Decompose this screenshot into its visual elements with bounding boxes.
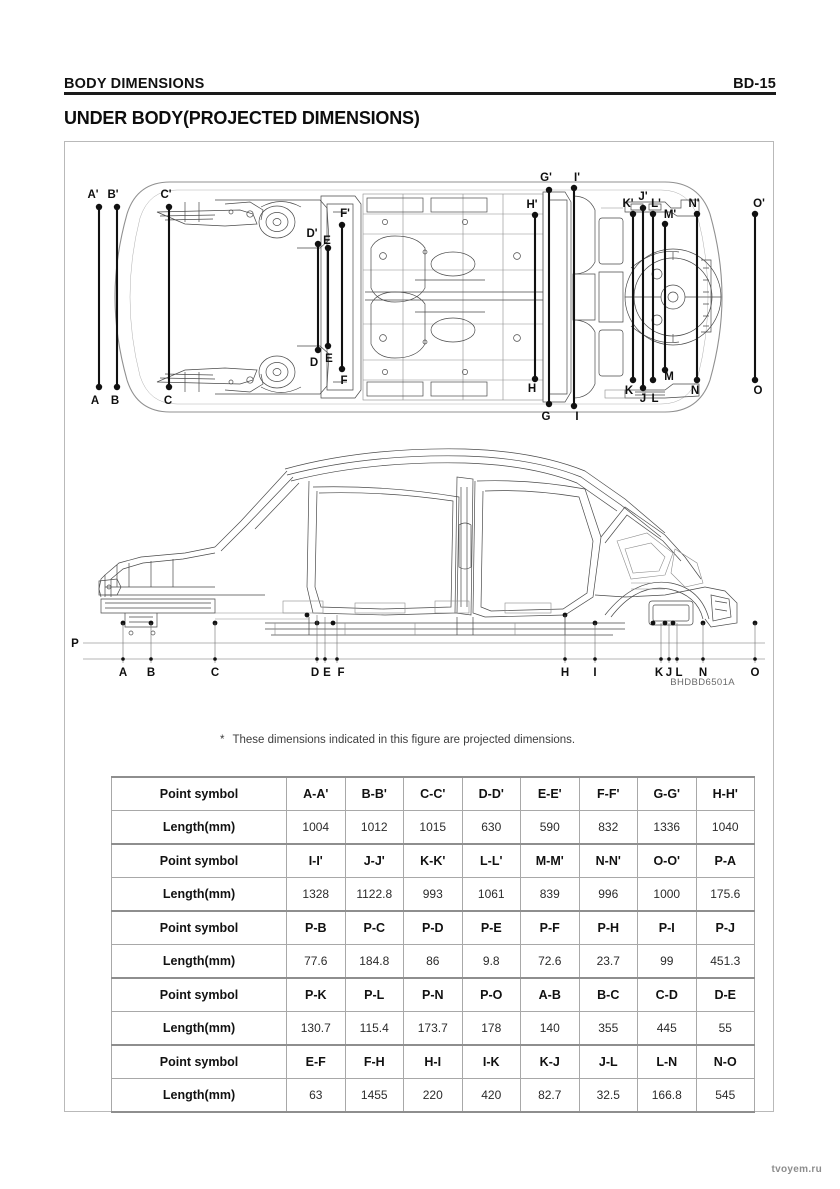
row-label-point-symbol: Point symbol — [112, 1045, 287, 1079]
side-marker-E: E — [323, 667, 331, 679]
length-value-cell: 1012 — [345, 811, 404, 845]
plan-marker-K-prime: K' — [622, 198, 634, 210]
length-value-cell: 590 — [521, 811, 580, 845]
section-title: UNDER BODY(PROJECTED DIMENSIONS) — [64, 108, 420, 128]
point-symbol-cell: A-A' — [287, 777, 346, 811]
row-label-point-symbol: Point symbol — [112, 911, 287, 945]
plan-marker-M-prime: M' — [663, 209, 677, 221]
point-symbol-cell: P-B — [287, 911, 346, 945]
side-marker-F: F — [337, 667, 345, 679]
point-symbol-cell: P-I — [638, 911, 697, 945]
footnote-text: These dimensions indicated in this figure are projected dimensions. — [232, 734, 576, 746]
length-value-cell: 178 — [462, 1012, 521, 1046]
length-value-cell: 1040 — [696, 811, 755, 845]
dim-line-OO — [752, 211, 758, 383]
point-symbol-cell: H-H' — [696, 777, 755, 811]
plan-marker-J: J — [639, 393, 647, 405]
plan-marker-E-top: E — [323, 235, 331, 247]
side-marker-H: H — [560, 667, 570, 679]
point-symbol-cell: D-E — [696, 978, 755, 1012]
length-value-cell: 99 — [638, 945, 697, 979]
row-label-length: Length(mm) — [112, 1012, 287, 1046]
length-value-cell: 184.8 — [345, 945, 404, 979]
point-symbol-cell: P-L — [345, 978, 404, 1012]
plan-marker-H-prime: H' — [526, 199, 538, 211]
point-symbol-cell: P-H — [579, 911, 638, 945]
plan-marker-O-prime: O' — [753, 198, 765, 210]
plan-marker-I-prime: I' — [574, 172, 580, 184]
plan-marker-I: I — [575, 411, 579, 423]
plan-marker-G: G — [541, 411, 551, 423]
dim-line-CC — [166, 204, 172, 390]
row-label-point-symbol: Point symbol — [112, 777, 287, 811]
point-symbol-cell: F-H — [345, 1045, 404, 1079]
point-symbol-cell: P-J — [696, 911, 755, 945]
table-row — [112, 945, 755, 979]
dim-line-HH — [532, 212, 538, 382]
point-symbol-cell: G-G' — [638, 777, 697, 811]
underbody-plan-view — [65, 152, 775, 442]
dim-line-AA — [96, 204, 102, 390]
point-symbol-cell: F-F' — [579, 777, 638, 811]
side-marker-D: D — [310, 667, 320, 679]
plan-marker-J-prime: J' — [638, 191, 648, 203]
point-symbol-cell: C-C' — [404, 777, 463, 811]
figure-frame — [64, 141, 774, 1112]
drawing-code: BHDBD6501A — [670, 677, 735, 688]
row-label-point-symbol: Point symbol — [112, 844, 287, 878]
point-symbol-cell: H-I — [404, 1045, 463, 1079]
plan-marker-N: N — [690, 385, 700, 397]
length-value-cell: 173.7 — [404, 1012, 463, 1046]
length-value-cell: 1336 — [638, 811, 697, 845]
length-value-cell: 420 — [462, 1079, 521, 1113]
point-symbol-cell: J-L — [579, 1045, 638, 1079]
length-value-cell: 1455 — [345, 1079, 404, 1113]
table-row — [112, 811, 755, 845]
side-marker-J: J — [665, 667, 673, 679]
point-symbol-cell: I-I' — [287, 844, 346, 878]
point-symbol-cell: K-J — [521, 1045, 580, 1079]
length-value-cell: 451.3 — [696, 945, 755, 979]
plan-marker-O: O — [753, 385, 763, 397]
side-marker-P: P — [71, 638, 79, 650]
point-symbol-cell: P-C — [345, 911, 404, 945]
body-side-svg — [65, 437, 775, 682]
length-value-cell: 839 — [521, 878, 580, 912]
plan-marker-D: D — [309, 357, 319, 369]
row-label-point-symbol: Point symbol — [112, 978, 287, 1012]
length-value-cell: 9.8 — [462, 945, 521, 979]
point-symbol-cell: L-L' — [462, 844, 521, 878]
header-divider — [64, 92, 776, 95]
header-title: BODY DIMENSIONS — [64, 76, 205, 92]
table-row — [112, 878, 755, 912]
figure-footnote — [220, 734, 575, 746]
plan-marker-H: H — [527, 383, 537, 395]
side-marker-N: N — [698, 667, 708, 679]
table-row — [112, 777, 755, 811]
length-value-cell: 1000 — [638, 878, 697, 912]
plan-marker-F: F — [340, 375, 348, 387]
dim-line-MM — [662, 221, 668, 373]
point-symbol-cell: E-F — [287, 1045, 346, 1079]
length-value-cell: 1328 — [287, 878, 346, 912]
point-symbol-cell: P-O — [462, 978, 521, 1012]
dimension-table — [111, 776, 755, 1113]
point-symbol-cell: P-A — [696, 844, 755, 878]
table-row — [112, 1045, 755, 1079]
length-value-cell: 72.6 — [521, 945, 580, 979]
side-marker-I: I — [593, 667, 597, 679]
length-value-cell: 23.7 — [579, 945, 638, 979]
length-value-cell: 1122.8 — [345, 878, 404, 912]
plan-marker-D-prime: D' — [306, 228, 318, 240]
side-marker-A: A — [118, 667, 128, 679]
length-value-cell: 630 — [462, 811, 521, 845]
dimension-table-wrap — [111, 776, 755, 1113]
table-row — [112, 978, 755, 1012]
underbody-plan-svg — [65, 152, 775, 442]
point-symbol-cell: N-N' — [579, 844, 638, 878]
plan-marker-C: C — [163, 395, 173, 407]
length-value-cell: 55 — [696, 1012, 755, 1046]
length-value-cell: 445 — [638, 1012, 697, 1046]
row-label-length: Length(mm) — [112, 878, 287, 912]
point-symbol-cell: L-N — [638, 1045, 697, 1079]
point-symbol-cell: D-D' — [462, 777, 521, 811]
page-header — [64, 62, 776, 92]
plan-marker-A: A — [90, 395, 100, 407]
length-value-cell: 1015 — [404, 811, 463, 845]
point-symbol-cell: I-K — [462, 1045, 521, 1079]
row-label-length: Length(mm) — [112, 945, 287, 979]
watermark: tvoyem.ru — [771, 1164, 822, 1175]
length-value-cell: 140 — [521, 1012, 580, 1046]
point-symbol-cell: A-B — [521, 978, 580, 1012]
point-symbol-cell: P-F — [521, 911, 580, 945]
dim-line-II — [571, 185, 577, 409]
plan-marker-L: L — [651, 393, 659, 405]
length-value-cell: 32.5 — [579, 1079, 638, 1113]
side-marker-B: B — [146, 667, 156, 679]
point-symbol-cell: P-N — [404, 978, 463, 1012]
length-value-cell: 86 — [404, 945, 463, 979]
length-value-cell: 993 — [404, 878, 463, 912]
length-value-cell: 1061 — [462, 878, 521, 912]
row-label-length: Length(mm) — [112, 811, 287, 845]
table-row — [112, 1079, 755, 1113]
body-side-view — [65, 437, 775, 682]
point-symbol-cell: E-E' — [521, 777, 580, 811]
row-label-length: Length(mm) — [112, 1079, 287, 1113]
point-symbol-cell: P-K — [287, 978, 346, 1012]
plan-marker-G-prime: G' — [540, 172, 552, 184]
dim-line-FF — [339, 222, 345, 372]
plan-marker-C-prime: C' — [160, 189, 172, 201]
footnote-star: * — [220, 734, 225, 746]
length-value-cell: 82.7 — [521, 1079, 580, 1113]
length-value-cell: 166.8 — [638, 1079, 697, 1113]
point-symbol-cell: P-E — [462, 911, 521, 945]
point-symbol-cell: K-K' — [404, 844, 463, 878]
plan-marker-K: K — [624, 385, 634, 397]
length-value-cell: 77.6 — [287, 945, 346, 979]
length-value-cell: 63 — [287, 1079, 346, 1113]
length-value-cell: 1004 — [287, 811, 346, 845]
point-symbol-cell: P-D — [404, 911, 463, 945]
plan-marker-A-prime: A' — [87, 189, 99, 201]
plan-marker-F-prime: F' — [340, 208, 350, 220]
point-symbol-cell: C-D — [638, 978, 697, 1012]
point-symbol-cell: J-J' — [345, 844, 404, 878]
side-marker-L: L — [675, 667, 683, 679]
dim-line-JJ — [640, 205, 646, 391]
point-symbol-cell: B-C — [579, 978, 638, 1012]
side-marker-C: C — [210, 667, 220, 679]
plan-marker-N-prime: N' — [688, 198, 700, 210]
dim-line-EE — [325, 245, 331, 349]
plan-marker-L-prime: L' — [651, 198, 661, 210]
side-marker-K: K — [654, 667, 664, 679]
length-value-cell: 545 — [696, 1079, 755, 1113]
table-row — [112, 1012, 755, 1046]
dim-line-GG — [546, 187, 552, 407]
dim-line-DD — [315, 241, 321, 353]
length-value-cell: 355 — [579, 1012, 638, 1046]
plan-marker-B-prime: B' — [107, 189, 119, 201]
plan-marker-B: B — [110, 395, 120, 407]
side-marker-O: O — [750, 667, 760, 679]
plan-marker-M: M — [664, 371, 674, 383]
length-value-cell: 996 — [579, 878, 638, 912]
length-value-cell: 130.7 — [287, 1012, 346, 1046]
point-symbol-cell: N-O — [696, 1045, 755, 1079]
plan-marker-E: E — [325, 353, 333, 365]
length-value-cell: 832 — [579, 811, 638, 845]
page-code: BD-15 — [733, 76, 776, 92]
point-symbol-cell: B-B' — [345, 777, 404, 811]
table-row — [112, 911, 755, 945]
length-value-cell: 175.6 — [696, 878, 755, 912]
table-row — [112, 844, 755, 878]
point-symbol-cell: M-M' — [521, 844, 580, 878]
point-symbol-cell: O-O' — [638, 844, 697, 878]
length-value-cell: 115.4 — [345, 1012, 404, 1046]
length-value-cell: 220 — [404, 1079, 463, 1113]
